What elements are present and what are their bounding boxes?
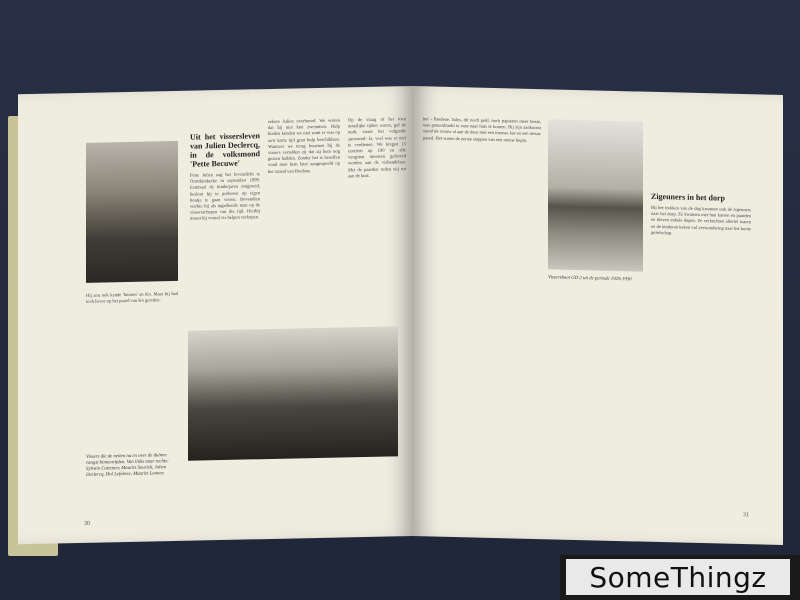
- right-col1: [423, 116, 541, 144]
- photo-caption-left: Vissers die de netten na en over de duinen vangst binnenrijden. Van links naar rechts: Sylvain Cottenier, Maurits Seurick, Julien Declercq, Hol Lefebvre, Maurits Loones.: [86, 453, 169, 478]
- article-heading: Uit het vissersleven van Julien Declercq, in de volksmond 'Pette Becuwe': [190, 131, 260, 169]
- section-heading-gypsies: Zigeuners in het dorp: [651, 191, 726, 203]
- watermark-logo: [560, 555, 800, 600]
- left-col1-paragraph: Pette Julien zag het levenslicht te Oostduinkerke in september 1899. Eenmaal de kinderjaren ontgroeid, besloot hij te proberen op eigen houtje te gaan vissen. Bovendien werkte hij als ingediende man op de vissersschepen van die tijd. Hierbij moest hij vooral vis helpen verkopen.: [190, 171, 260, 222]
- photo-fisherman-boat: [86, 141, 178, 283]
- left-page: [18, 86, 413, 544]
- left-col1: [190, 131, 260, 222]
- photo-fishermen-nets: [188, 326, 398, 460]
- right-col2-paragraph: Bij het trekken van de dag kwamen ook de zigeuners naar het dorp. Ze kwamen met hun karren en paarden en bleven enkele dagen. Ze verkochten allerlei waren en de kinderen keken vol verwondering naar het bonte gezelschap.: [651, 204, 752, 236]
- left-small-text: [86, 291, 178, 305]
- page-number-left: 30: [84, 520, 90, 527]
- left-col3: [348, 116, 406, 179]
- left-col3-paragraph: Op de vraag of het toen moeilijke tijden waren, gaf de oude visser het volgende antwoord: Ja, veel was er niet te verdienen. We kregen 15 centiem op 100 en alle vangsten moesten geleverd worden aan de vishandelaar. Met de paarden reden wij tot aan de kust.: [348, 116, 406, 179]
- logo-box: [566, 559, 790, 595]
- right-col1-paragraph: her - Bredene. Jules, dit noch geld, noch papieren meer bezat, was genoodzaakt te voet naar huis te komen. Bij zijn aankomst stond de vrouw al aan de deur met een nieuwe kar en een nieuw paard. Het waren de eerste stappen van een nieuw begin.: [423, 116, 541, 143]
- left-col2: [268, 118, 340, 175]
- left-small-paragraph: Hij zou ook kende 'bonnes' en Ko. Maar hij had toch liever op het paard van Ko gereden.: [86, 290, 178, 305]
- logo-text: SomeThingz: [589, 561, 767, 594]
- open-book: [18, 86, 788, 556]
- right-col2: [651, 192, 751, 238]
- page-number-right: 31: [743, 512, 749, 519]
- right-page: [413, 86, 783, 545]
- left-col2-paragraph: zekere Julien overboord. We wisten dat hij niet kon zwemmen. Hulp bieden konden we niet want er was op zo'n korte tijd geen hulp beschikbaar. Wanneer we terug kwamen bij de vissers vertelden zij dat zij hem nog gezien hadden. Zonder het te beseffen vond men hem later aangespoeld op het strand van Bredene.: [268, 117, 340, 174]
- photo-sailboat: [548, 119, 643, 271]
- photo-caption-right: Vissersboot GD 2 uit de periode 1929-1930: [548, 275, 632, 283]
